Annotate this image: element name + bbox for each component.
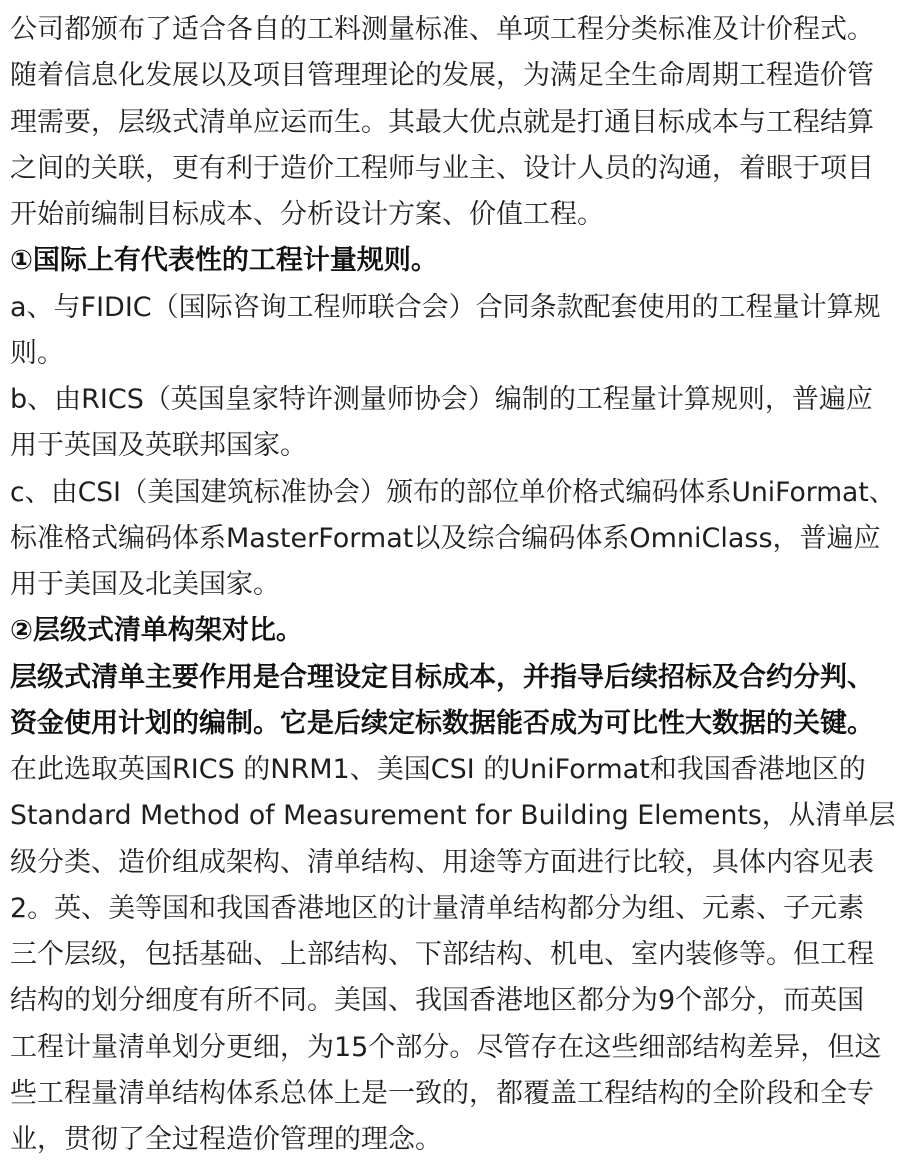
- paragraph-line: 开始前编制目标成本、分析设计方案、价值工程。: [10, 199, 604, 230]
- emphasis-line: 资金使用计划的编制。它是后续定标数据能否成为可比性大数据的关键。: [10, 708, 874, 739]
- paragraph-line: 些工程量清单结构体系总体上是一致的，都覆盖工程结构的全阶段和全专: [10, 1078, 874, 1109]
- paragraph-line: a、与FIDIC（国际咨询工程师联合会）合同条款配套使用的工程量计算规: [10, 292, 881, 323]
- emphasis-line: 层级式清单主要作用是合理设定目标成本，并指导后续招标及合约分判、: [10, 662, 874, 693]
- paragraph-line: 在此选取英国RICS 的NRM1、美国CSI 的UniFormat和我国香港地区的: [10, 754, 866, 785]
- paragraph-line: 2。英、美等国和我国香港地区的计量清单结构都分为组、元素、子元素: [10, 893, 865, 924]
- paragraph-line: Standard Method of Measurement for Building Elements，从清单层: [10, 800, 896, 831]
- paragraph-line: 结构的划分细度有所不同。美国、我国香港地区都分为9个部分，而英国: [10, 985, 865, 1016]
- paragraph-line: 理需要，层级式清单应运而生。其最大优点就是打通目标成本与工程结算: [10, 107, 874, 138]
- paragraph-line: 三个层级，包括基础、上部结构、下部结构、机电、室内装修等。但工程: [10, 939, 874, 970]
- section-heading: ②层级式清单构架对比。: [10, 615, 303, 646]
- section-heading: ①国际上有代表性的工程计量规则。: [10, 245, 438, 276]
- paragraph-line: 级分类、造价组成架构、清单结构、用途等方面进行比较，具体内容见表: [10, 847, 874, 878]
- paragraph-line: c、由CSI（美国建筑标准协会）颁布的部位单价格式编码体系UniFormat、: [10, 477, 896, 508]
- paragraph-line: 随着信息化发展以及项目管理理论的发展，为满足全生命周期工程造价管: [10, 60, 874, 91]
- paragraph-line: 公司都颁布了适合各自的工料测量标准、单项工程分类标准及计价程式。: [10, 14, 874, 45]
- paragraph-line: 之间的关联，更有利于造价工程师与业主、设计人员的沟通，着眼于项目: [10, 153, 874, 184]
- paragraph-line: b、由RICS（英国皇家特许测量师协会）编制的工程量计算规则，普遍应: [10, 384, 873, 415]
- paragraph-line: 业，贯彻了全过程造价管理的理念。: [10, 1124, 442, 1155]
- paragraph-line: 标准格式编码体系MasterFormat以及综合编码体系OmniClass，普遍应: [10, 523, 881, 554]
- paragraph-line: 则。: [10, 338, 64, 369]
- paragraph-line: 用于英国及英联邦国家。: [10, 430, 307, 461]
- paragraph-line: 工程计量清单划分更细，为15个部分。尽管存在这些细部结构差异，但这: [10, 1032, 882, 1063]
- paragraph-line: 用于美国及北美国家。: [10, 569, 280, 600]
